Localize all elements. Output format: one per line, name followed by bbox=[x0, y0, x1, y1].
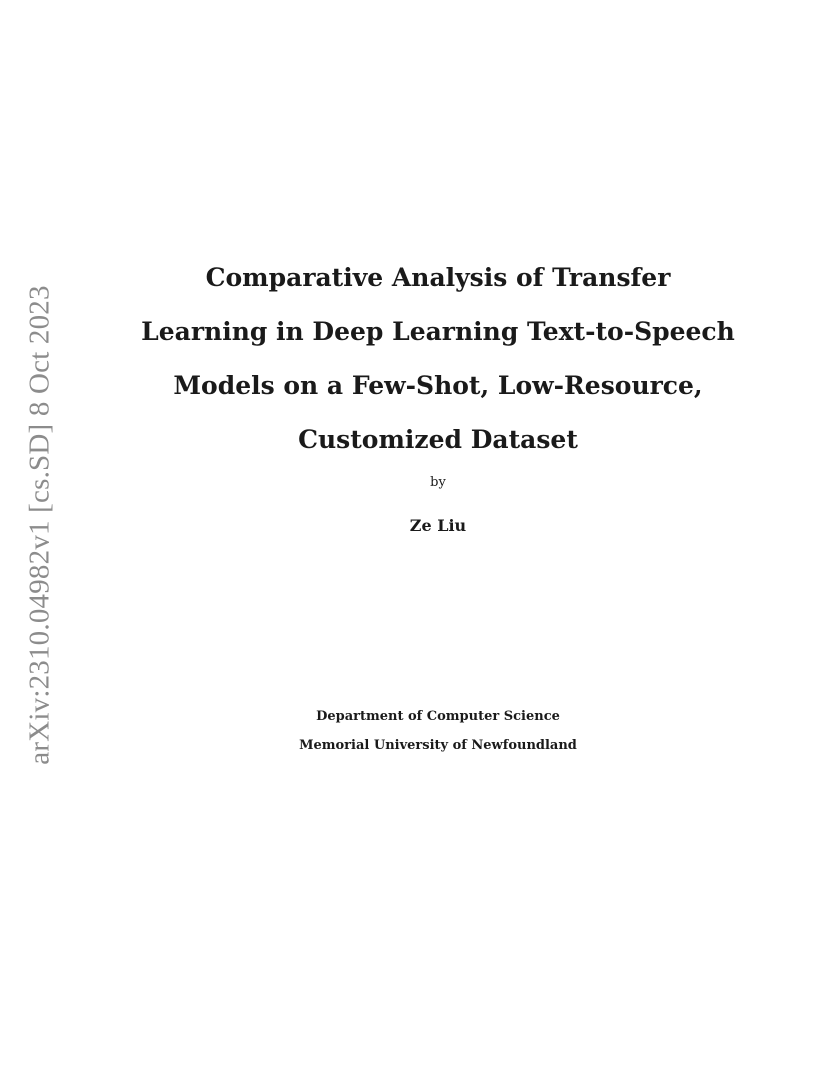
title-line-4: Customized Dataset bbox=[298, 425, 578, 454]
title-line-2: Learning in Deep Learning Text-to-Speech bbox=[141, 317, 735, 346]
byline: by bbox=[430, 475, 446, 490]
paper-title bbox=[120, 251, 756, 467]
university: Memorial University of Newfoundland bbox=[299, 738, 577, 753]
title-line-3: Models on a Few-Shot, Low-Resource, bbox=[173, 371, 703, 400]
author-name: Ze Liu bbox=[409, 516, 467, 535]
department: Department of Computer Science bbox=[316, 709, 560, 724]
arxiv-identifier-stamp: arXiv:2310.04982v1 [cs.SD] 8 Oct 2023 bbox=[23, 285, 56, 765]
title-line-1: Comparative Analysis of Transfer bbox=[205, 263, 671, 292]
